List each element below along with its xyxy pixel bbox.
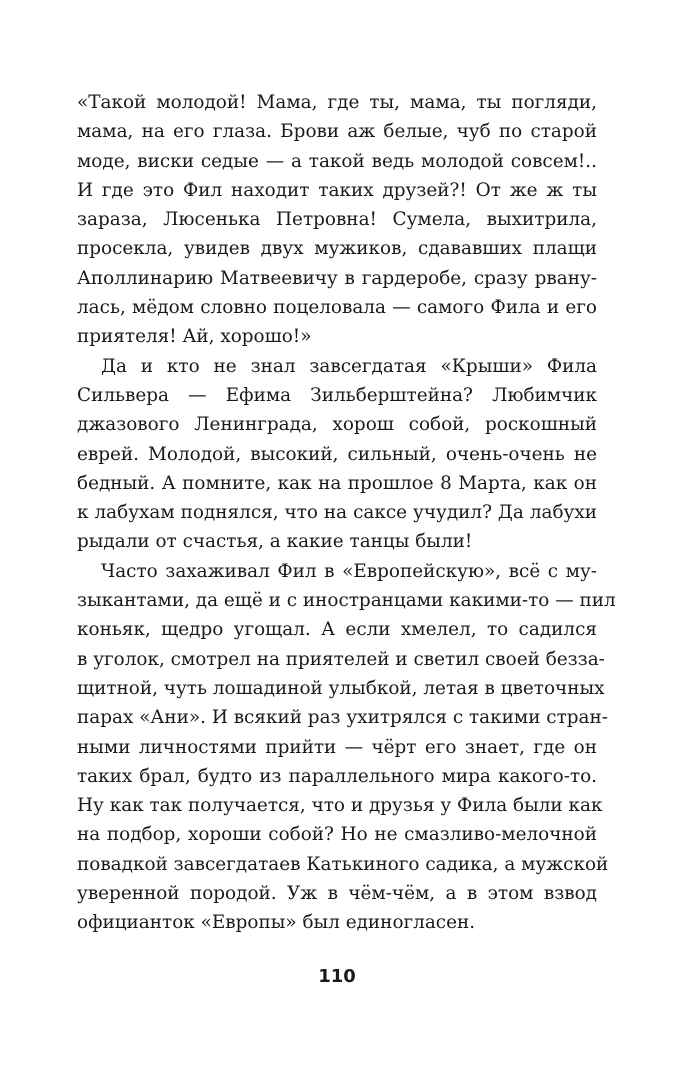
text-line: коньяк, щедро угощал. А если хмелел, то садился <box>77 619 597 641</box>
text-line: официанток «Европы» был единогласен. <box>77 912 476 934</box>
text-line: мама, на его глаза. Брови аж белые, чуб по старой <box>77 121 597 143</box>
paragraph-1 <box>77 88 597 352</box>
text-line: ными личностями прийти — чёрт его знает, где он <box>77 736 597 758</box>
text-line: повадкой завсегдатаев Катькиного садика, а мужской <box>77 853 609 875</box>
text-line: на подбор, хороши собой? Но не смазливо-мелочной <box>77 824 597 846</box>
paragraph-2 <box>77 352 597 557</box>
text-line: Да и кто не знал завсегдатая «Крыши» Фила <box>101 355 597 377</box>
text-line: зараза, Люсенька Петровна! Сумела, выхитрила, <box>77 209 597 231</box>
text-line: приятеля! Ай, хорошо!» <box>77 326 312 348</box>
text-line: Аполлинарию Матвеевичу в гардеробе, сразу рвану- <box>77 267 597 289</box>
text-line: бедный. А помните, как на прошлое 8 Марта, как он <box>77 472 597 494</box>
text-line: И где это Фил находит таких друзей?! От же ж ты <box>77 179 597 201</box>
text-line: моде, виски седые — а такой ведь молодой совсем!.. <box>77 150 597 172</box>
paragraph-3 <box>77 557 616 938</box>
text-line: «Такой молодой! Мама, где ты, мама, ты погляди, <box>77 92 597 113</box>
text-line: зыкантами, да ещё и с иностранцами какими-то — пил <box>77 590 616 612</box>
text-line: еврей. Молодой, высокий, сильный, очень-очень не <box>77 443 597 465</box>
text-line: Сильвера — Ефима Зильберштейна? Любимчик <box>77 384 597 406</box>
text-line: таких брал, будто из параллельного мира какого-то. <box>77 765 597 787</box>
text-line: Ну как так получается, что и друзья у Фила были как <box>77 795 603 817</box>
text-line: просекла, увидев двух мужиков, сдававших плащи <box>77 238 597 260</box>
text-line: рыдали от счастья, а какие танцы были! <box>77 531 473 553</box>
body-text <box>77 88 616 938</box>
text-line: джазового Ленинграда, хорош собой, роскошный <box>77 414 597 436</box>
text-line: парах «Ани». И всякий раз ухитрялся с такими стран- <box>77 707 608 729</box>
text-line: к лабухам поднялся, что на саксе учудил? Да лабухи <box>77 502 597 524</box>
page-number: 110 <box>318 966 356 987</box>
text-line: Часто захаживал Фил в «Европейскую», всё с му- <box>101 560 597 582</box>
text-line: уверенной породой. Уж в чём-чём, а в этом взвод <box>77 883 597 905</box>
text-line: щитной, чуть лошадиной улыбкой, летая в цветочных <box>77 677 605 699</box>
text-line: лась, мёдом словно поцеловала — самого Фила и его <box>77 297 597 319</box>
text-line: в уголок, смотрел на приятелей и светил своей безза- <box>77 648 605 670</box>
